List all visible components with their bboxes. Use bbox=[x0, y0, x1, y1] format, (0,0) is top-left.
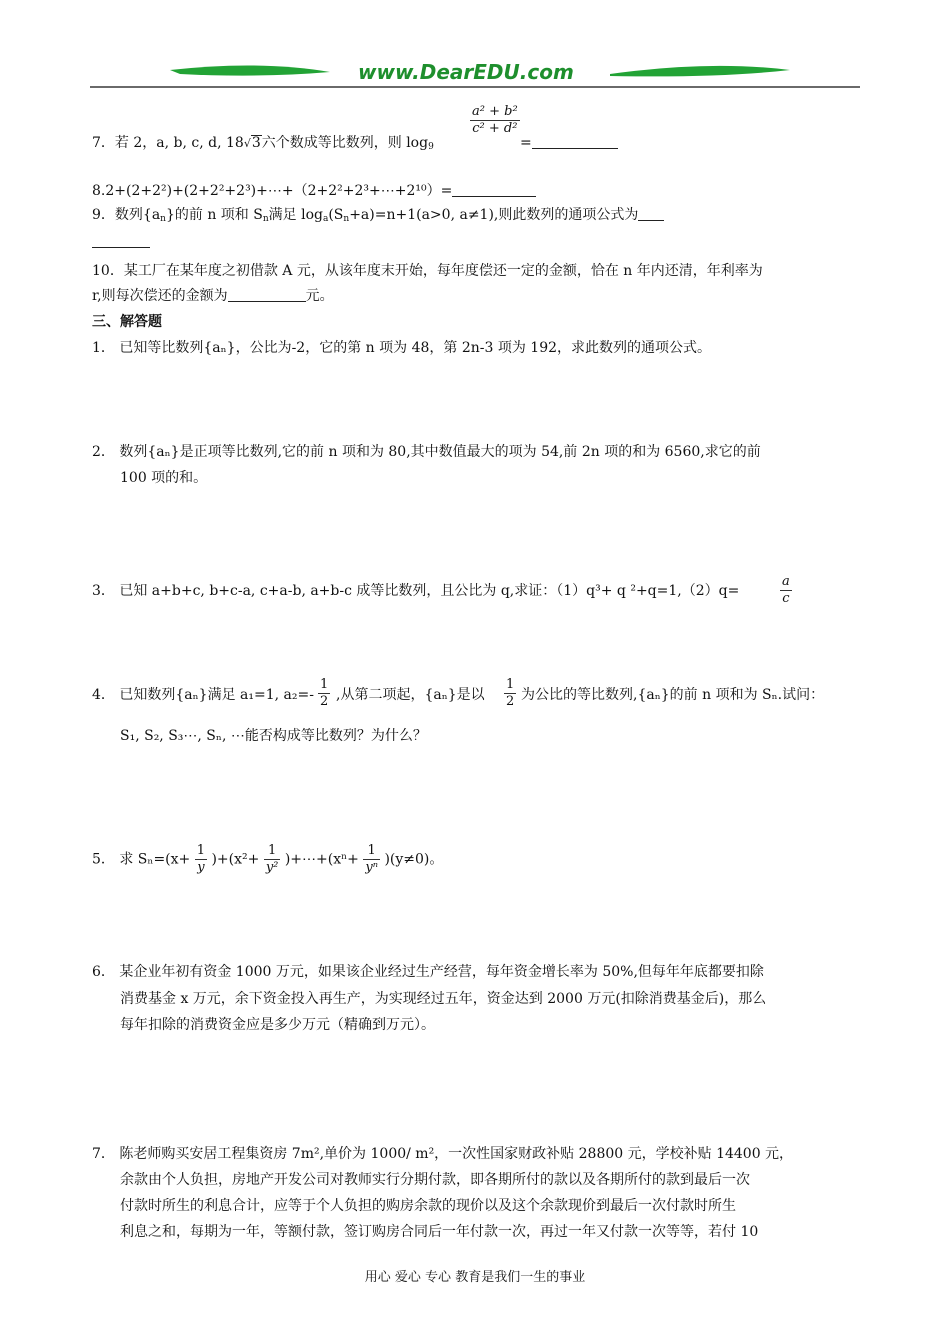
q8-answer-blank[interactable] bbox=[452, 182, 536, 197]
p4-text-c: 为公比的等比数列,{aₙ}的前 n 项和为 Sₙ.试问： bbox=[521, 687, 825, 703]
q8-text: 8.2+(2+2²)+(2+2²+2³)+⋯+（2+2²+2³+⋯+2¹⁰）= bbox=[92, 183, 453, 199]
q7-frac-den: c² + d² bbox=[472, 121, 518, 136]
problem-7-line3: 付款时所生的利息合计，应等于个人负担的购房余款的现价以及这个余款现价到最后一次付款时所生 bbox=[120, 1198, 736, 1214]
q7-frac-num: a² + b² bbox=[472, 104, 518, 119]
p5-text-c: )+⋯+(xⁿ+ bbox=[284, 851, 359, 868]
question-10-line2 bbox=[92, 286, 334, 306]
problem-6-line3: 每年扣除的消费资金应是多少万元（精确到万元）。 bbox=[120, 1017, 435, 1033]
header-banner bbox=[90, 58, 860, 90]
p4-frac2-den: 2 bbox=[506, 694, 515, 709]
p4-fraction-2 bbox=[504, 677, 516, 710]
question-7: 7．若 2，a, b, c, d, 18√3六个数成等比数列，则 $\log_9$ bbox=[92, 135, 434, 152]
problem-7-line1: 7． 陈老师购买安居工程集资房 7m²,单价为 1000/ m²，一次性国家财政补贴 28800 元，学校补贴 14400 元， bbox=[92, 1146, 794, 1162]
q10-answer-blank[interactable] bbox=[228, 287, 306, 302]
q7-text: 若 2，a, b, c, d, 18 bbox=[114, 135, 244, 151]
q9-answer-blank-1[interactable] bbox=[638, 206, 664, 221]
problem-4-line1 bbox=[92, 685, 314, 705]
q10-text-b: 元。 bbox=[305, 288, 334, 304]
problem-7-line2: 余款由个人负担，房地产开发公司对教师实行分期付款，即各期所付的款以及各期所付的款到最后一次 bbox=[120, 1172, 750, 1188]
q9-text-c: 满足 log bbox=[268, 207, 323, 223]
problem-2-line1: 2． 数列{aₙ}是正项等比数列,它的前 n 项和为 80,其中数值最大的项为 54,前 2n 项的和为 6560,求它的前 bbox=[92, 444, 761, 460]
p4-frac1-num: 1 bbox=[320, 677, 329, 692]
p5-frac-3: $\frac{1}{\text{yⁿ}}$ bbox=[365, 843, 378, 875]
problem-2-line2: 100 项的和。 bbox=[120, 470, 208, 486]
p4-frac1-den: 2 bbox=[320, 694, 329, 709]
problem-4-line1c bbox=[521, 685, 824, 705]
p3-frac-num: a bbox=[782, 574, 790, 589]
section-3-title: 三、解答题 bbox=[92, 314, 162, 330]
p4-text-a: 4． 已知数列{aₙ}满足 a₁=1, a₂=- bbox=[92, 687, 314, 703]
problem-6-line1: 6． 某企业年初有资金 1000 万元，如果该企业经过生产经营，每年资金增长率为 50%,但每年年底都要扣除 bbox=[92, 964, 764, 980]
p3-frac-den: c bbox=[782, 591, 790, 606]
q10-text-a: r,则每次偿还的金额为 bbox=[92, 288, 228, 304]
question-8 bbox=[92, 181, 536, 201]
q7-fraction bbox=[470, 104, 520, 137]
problem-6-line2: 消费基金 x 万元，余下资金投入再生产，为实现经过五年，资金达到 2000 万元(扣除消费基金后)，那么 bbox=[120, 991, 767, 1007]
q7-equals: = bbox=[520, 135, 532, 151]
p3-fraction bbox=[780, 574, 792, 607]
problem-5 bbox=[92, 843, 443, 876]
q9-answer-blank-2[interactable] bbox=[92, 247, 150, 248]
p5-text-b: )+(x²+ bbox=[211, 851, 260, 868]
q9-text-a: 9．数列{a bbox=[92, 207, 161, 223]
q7-answer bbox=[520, 133, 618, 153]
q9-text-e: +a)=n+1(a>0, a≠1),则此数列的通项公式为 bbox=[349, 207, 639, 223]
q7-log-base: 9 bbox=[428, 142, 434, 152]
q7-text2: 六个数成等比数列，则 log bbox=[261, 135, 429, 151]
question-10-line1: 10．某工厂在某年度之初借款 A 元，从该年度末开始，每年度偿还一定的金额，恰在 n 年内还清，年利率为 bbox=[92, 263, 763, 279]
q9-text-d: (S bbox=[328, 207, 344, 223]
q9-text-b: }的前 n 项和 S bbox=[165, 207, 263, 223]
q7-number: 7． bbox=[92, 135, 115, 151]
p3-text: 3． 已知 a+b+c, b+c-a, c+a-b, a+b-c 成等比数列，且公比为 q,求证：（1）q³+ q ²+q=1,（2）q= bbox=[92, 583, 740, 599]
problem-4-line1b bbox=[336, 685, 485, 705]
p4-fraction-1 bbox=[318, 677, 330, 710]
page-footer: 用心 爱心 专心 教育是我们一生的事业 bbox=[364, 1270, 586, 1285]
q7-sqrt: 3 bbox=[251, 135, 261, 151]
p4-text-b: ,从第二项起，{aₙ}是以 bbox=[336, 687, 485, 703]
header-logo-text: www.DearEDU.com bbox=[358, 60, 574, 84]
problem-4-line2: S₁, S₂, S₃⋯, Sₙ, ⋯能否构成等比数列？为什么？ bbox=[120, 728, 427, 744]
problem-1: 1． 已知等比数列{aₙ}，公比为-2，它的第 n 项为 48，第 2n-3 项为 192，求此数列的通项公式。 bbox=[92, 340, 712, 356]
problem-3 bbox=[92, 581, 739, 601]
p4-frac2-num: 1 bbox=[506, 677, 515, 692]
p5-text-a: 5． 求 Sₙ=(x+ bbox=[92, 851, 191, 868]
p5-frac-2: $\frac{1}{\text{y²}}$ bbox=[265, 843, 279, 875]
question-9: 9．数列$\{a_n\}$的前 n 项和 $S_n$满足 $\log_a(S_n+a)=n+1(a>0$, a≠1),则此数列的通项公式为 bbox=[92, 205, 664, 229]
p5-frac-1: $\frac{1}{y}$ bbox=[196, 843, 206, 875]
q7-answer-blank[interactable] bbox=[532, 134, 618, 149]
p5-text-d: )(y≠0)。 bbox=[384, 851, 444, 868]
problem-7-line4: 利息之和，每期为一年，等额付款，签订购房合同后一年付款一次，再过一年又付款一次等等，若付 10 bbox=[120, 1224, 759, 1240]
